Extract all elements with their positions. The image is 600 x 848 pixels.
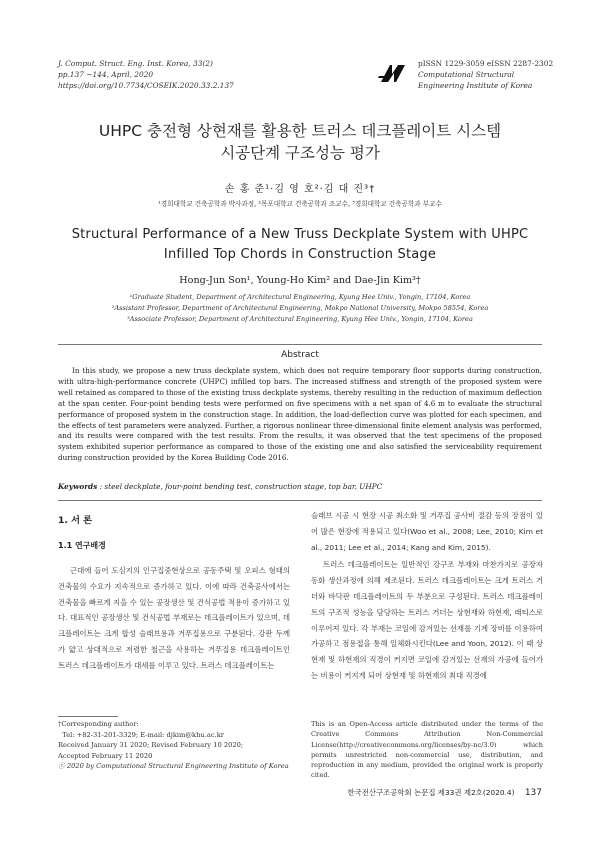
korean-affiliations: ¹경희대학교 건축공학과 박사과정, ²목포대학교 건축공학과 조교수, ³경희대학교 건축공학과 부교수 <box>158 200 442 208</box>
english-title-line1: Structural Performance of a New Truss Deckplate System with UHPC <box>71 227 529 242</box>
keywords-label: Keywords <box>58 482 98 491</box>
section-heading: 1. 서 론 <box>58 515 93 526</box>
journal-name: J. Comput. Struct. Eng. Inst. Korea, 33(2) <box>58 59 213 68</box>
license-note: This is an Open-Access article distributed under the terms of the Creative Commons Attribution Non-Commercial License(http://creativecommons.org/licenses/by-nc/3.0) which permits unrestricted non-commercial use, distribution, and reproduction in any medium, provided the original work is properly cited. <box>311 720 543 780</box>
abstract-text: In this study, we propose a new truss deckplate system, which does not require temporary floor supports during construction, with ultra-high-performance concrete (UHPC) infilled top bars. The increased stiffness and strength of the proposed system were well retained as compared to those of the existing truss deckplate systems, thereby resulting in the reduction of maximum deflection at the span center. Four-point bending tests were performed on five specimens with a net span of 4.6 m to evaluate the structural performance of proposed system in the construction stage. In addition, the load-deflection curve was plotted for each specimen, and the effects of test parameters were analyzed. Further, a rigorous nonlinear three-dimensional finite element analysis was performed, and its results were compared with the test results. From the results, it was observed that the test specimens of the proposed system exhibited superior performance as compared to those of the existing one and also satisfied the serviceability requirement during construction provided by the Korea Building Code 2016. <box>58 366 542 463</box>
affiliation-3: ³Associate Professor, Department of Architectural Engineering, Kyung Hee Univ., Yongin, 17104, Korea <box>127 315 473 323</box>
doi-link[interactable]: https://doi.org/10.7734/COSEIK.2020.33.2.137 <box>58 81 234 90</box>
publisher-line1: Computational Structural <box>418 70 515 79</box>
divider <box>58 500 542 501</box>
publisher-line2: Engineering Institute of Korea <box>418 81 533 90</box>
korean-title-line2: 시공단계 구조성능 평가 <box>220 144 380 162</box>
issn-block <box>418 58 553 91</box>
right-column <box>311 508 543 684</box>
page-footer <box>347 787 542 798</box>
issn: pISSN 1229-3059 eISSN 2287-2302 <box>418 59 554 68</box>
english-authors: Hong-Jun Son¹, Young-Ho Kim² and Dae-Jin Kim³† <box>179 275 421 286</box>
english-title-line2: Infilled Top Chords in Construction Stage <box>163 247 437 262</box>
journal-pages: pp.137 ~144, April, 2020 <box>58 70 154 79</box>
abstract-heading: Abstract <box>281 350 319 360</box>
english-affiliations <box>0 292 600 325</box>
korean-title <box>0 120 600 164</box>
page-number: 137 <box>524 788 542 798</box>
english-title <box>0 225 600 265</box>
copyright: ⓒ 2020 by Computational Structural Engineering Institute of Korea <box>58 762 289 771</box>
affiliation-2: ²Assistant Professor, Department of Architectural Engineering, Mokpo National University, Mokpo 58554, Korea <box>111 304 489 312</box>
subsection-heading: 1.1 연구배경 <box>58 541 106 550</box>
body-paragraph: 슬래브 시공 시 현장 시공 최소화 및 거푸집 공사비 절감 등의 장점이 있어 많은 현장에 적용되고 있다(Woo et al., 2008; Lee, 2010; Kim et al., 2011; Lee et al., 2014; Kang and Kim, 2015). <box>311 511 543 552</box>
journal-issue: 한국전산구조공학회 논문집 제33권 제2호(2020.4) <box>347 788 515 797</box>
korean-title-line1: UHPC 충전형 상현재를 활용한 트러스 데크플레이트 시스템 <box>98 122 502 140</box>
footnote-left <box>58 719 298 772</box>
contact-info: Tel: +82-31-201-3329; E-mail: djkim@khu.ac.kr <box>58 730 224 739</box>
body-paragraph: 근대에 들어 도심지의 인구집중현상으로 공동주택 및 오피스 형태의 건축물의 수요가 지속적으로 증가하고 있다. 이에 따라 건축공사에서는 건축물을 빠르게 지을 수 있는 공장생산 및 건식공법 적용이 증가하고 있다. 대표적인 공장생산 및 건식공법 부재로는 데크플레이트가 있으며, 데크플레이트는 크게 합성 슬래브용과 거푸집용으로 구분된다. 강판 두께가 얇고 상대적으로 저렴한 철근을 사용하는 거푸집용 데크플레이트인 트러스 데크플레이트가 대세를 이루고 있다. 트러스 데크플레이트는 <box>58 566 290 670</box>
keywords <box>58 482 542 491</box>
left-column <box>58 512 290 674</box>
footnote-rule <box>58 716 118 717</box>
accepted-date: Accepted February 11 2020 <box>58 751 153 760</box>
corresponding-author: †Corresponding author: <box>58 720 139 728</box>
divider <box>58 344 542 345</box>
journal-citation <box>58 58 234 91</box>
keywords-list: : steel deckplate, four-point bending test, construction stage, top bar, UHPC <box>99 482 383 491</box>
body-paragraph: 트러스 데크플레이트는 일반적인 강구조 부재와 마찬가지로 공장자동화 생산과정에 의해 제조된다. 트러스 데크플레이트는 크게 트러스 거더와 바닥판 데크플레이트의 두 부분으로 구성된다. 트러스 데크플레이트의 구조적 성능을 담당하는 트러스 거더는 상현재와 하현재, 래티스로 이루어져 있다. 각 부재는 코일에 감겨있는 선재를 기계 장비를 이용하여 가공하고 점용접을 통해 일체화시킨다(Lee and Yoon, 2012). 이 때 상현재 및 하현재의 직경이 커지면 코일에 감겨있는 선재의 가공에 들어가는 비용이 커지게 되어 상현재 및 하현재의 최대 직경에 <box>311 560 543 680</box>
received-date: Received January 31 2020; Revised February 10 2020; <box>58 741 244 750</box>
ksce-logo-icon <box>378 62 408 84</box>
affiliation-1: ¹Graduate Student, Department of Architectural Engineering, Kyung Hee Univ., Yongin, 17104, Korea <box>129 293 471 301</box>
korean-authors: 손 홍 준¹·김 영 호²·김 대 진³† <box>224 184 376 195</box>
